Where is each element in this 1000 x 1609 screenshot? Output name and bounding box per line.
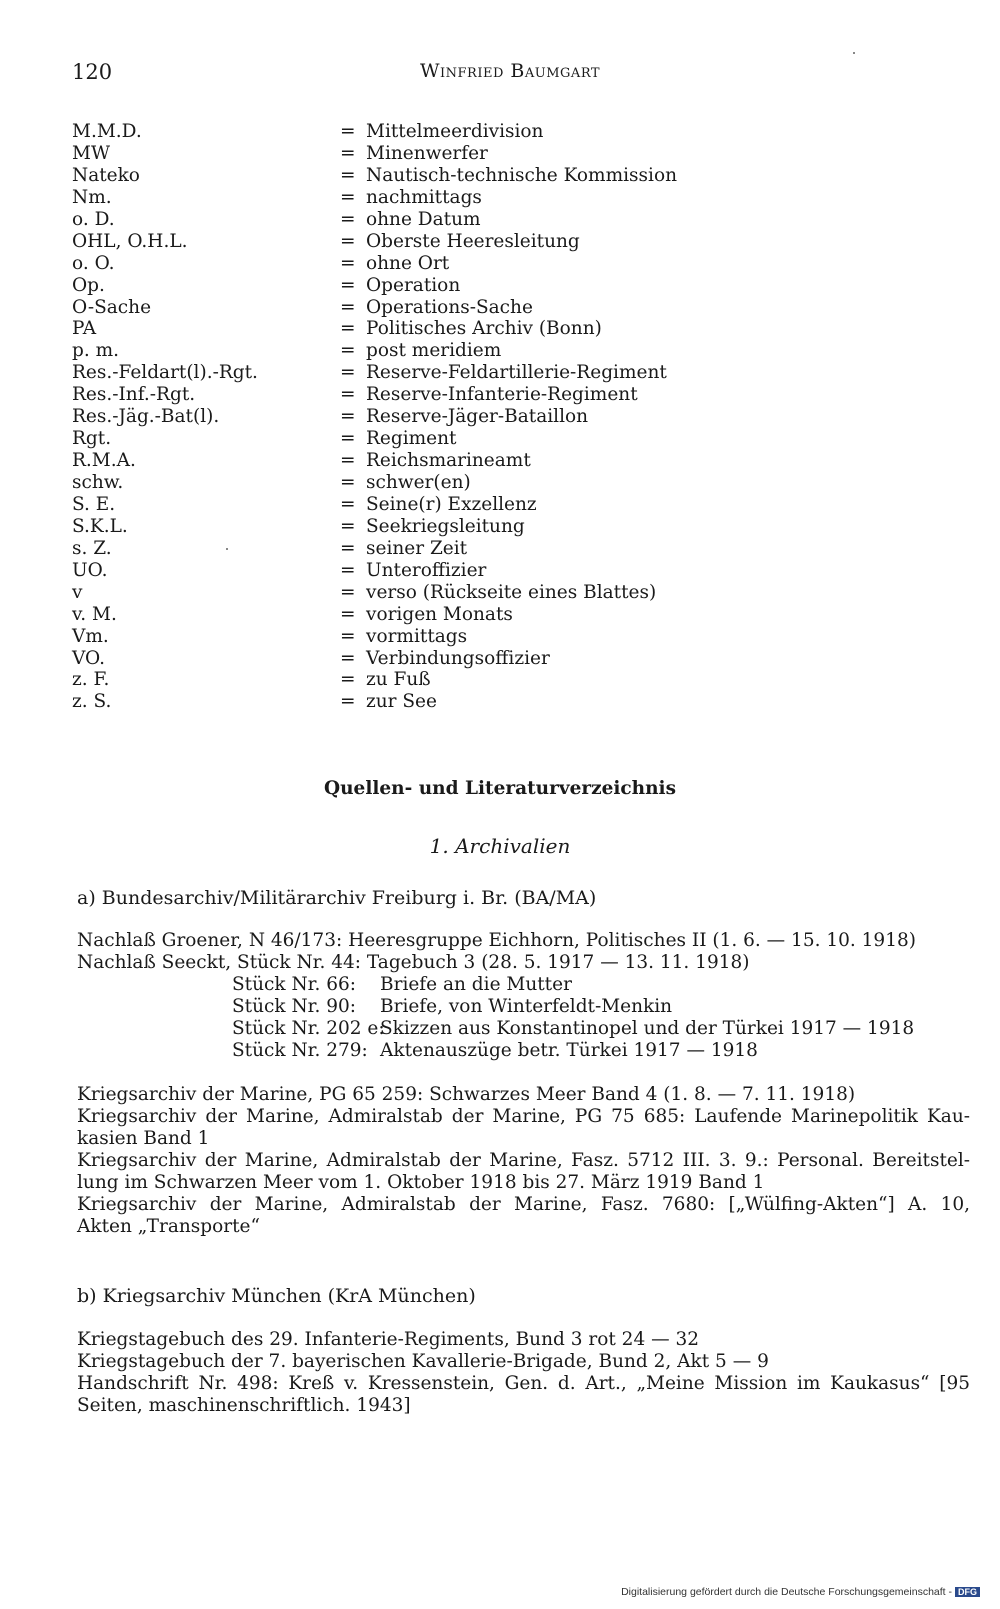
abbreviation-term: Op.: [72, 274, 105, 296]
seeckt-item-label: Stück Nr. 202 e:: [232, 1018, 385, 1039]
abbreviation-meaning: ohne Ort: [366, 252, 450, 274]
kriegsarchiv-entry-3-cont: lung im Schwarzen Meer vom 1. Oktober 1918 bis 27. März 1919 Band 1: [77, 1172, 765, 1193]
abbreviation-meaning: Reserve-Infanterie-Regiment: [366, 384, 638, 406]
abbreviation-meaning: Reserve-Feldartillerie-Regiment: [366, 362, 667, 384]
abbreviation-meaning: Oberste Heeresleitung: [366, 230, 580, 252]
equals-sign: =: [340, 691, 356, 713]
equals-sign: =: [340, 450, 356, 472]
equals-sign: =: [340, 208, 356, 230]
abbreviation-term: Nateko: [72, 164, 140, 186]
abbreviation-meaning: Mittelmeerdivision: [366, 121, 544, 142]
abbreviation-term: S. E.: [72, 493, 116, 515]
seeckt-item-label: Stück Nr. 279:: [232, 1040, 368, 1061]
abbreviation-term: Res.-Inf.-Rgt.: [72, 384, 196, 406]
abbreviation-term: S.K.L.: [72, 515, 128, 537]
abbreviation-term: O-Sache: [72, 296, 152, 318]
seeckt-item: [232, 1040, 758, 1061]
kriegsarchiv-entry-4-cont: Akten „Transporte“: [77, 1216, 260, 1237]
seeckt-entry: Nachlaß Seeckt, Stück Nr. 44: Tagebuch 3 (28. 5. 1917 — 13. 11. 1918): [77, 952, 750, 973]
kriegsarchiv-entry-4: Kriegsarchiv der Marine, Admiralstab der Marine, Fasz. 7680: [„Wülfing-Akten“] A. 10,: [77, 1194, 970, 1215]
abbreviation-meaning: post meridiem: [366, 340, 502, 362]
equals-sign: =: [340, 274, 356, 296]
abbreviation-term: Res.-Jäg.-Bat(l).: [72, 406, 220, 428]
abbreviation-meaning: Regiment: [366, 428, 457, 450]
abbreviation-term: z. S.: [72, 691, 112, 713]
scan-speck: [226, 548, 228, 550]
abbreviation-meaning: Operation: [366, 274, 461, 296]
seeckt-item-label: Stück Nr. 90:: [232, 996, 357, 1017]
equals-sign: =: [340, 625, 356, 647]
dfg-logo: DFG: [955, 1587, 980, 1597]
abbreviation-term: v: [72, 581, 83, 603]
abbreviation-term: p. m.: [72, 340, 120, 362]
abbreviation-term: o. O.: [72, 252, 115, 274]
seeckt-item: [232, 1018, 914, 1039]
abbreviation-meaning: vorigen Monats: [366, 603, 513, 625]
abbreviation-meaning: schwer(en): [366, 472, 471, 493]
seeckt-item: [232, 996, 672, 1017]
footer-text: Digitalisierung gefördert durch die Deutsche Forschungsgemeinschaft -: [621, 1586, 952, 1598]
equals-sign: =: [340, 406, 356, 428]
abbreviation-term: MW: [72, 142, 110, 164]
page-number: 120: [72, 60, 113, 84]
abbreviation-term: s. Z.: [72, 537, 112, 559]
equals-sign: =: [340, 318, 356, 340]
equals-sign: =: [340, 472, 356, 493]
abbreviation-term: VO.: [72, 647, 105, 669]
abbreviation-term: o. D.: [72, 208, 115, 230]
abbreviation-term: UO.: [72, 559, 108, 581]
abbreviation-meaning: Verbindungsoffizier: [366, 647, 550, 669]
seeckt-item-text: Briefe, von Winterfeldt-Menkin: [380, 996, 673, 1017]
abbreviation-term: Vm.: [72, 625, 109, 647]
equals-sign: =: [340, 428, 356, 450]
kra-entry-3-cont: Seiten, maschinenschriftlich. 1943]: [77, 1395, 411, 1416]
archive-b-heading: b) Kriegsarchiv München (KrA München): [77, 1285, 476, 1307]
abbreviation-meaning: Seine(r) Exzellenz: [366, 493, 537, 515]
kra-entry-1: Kriegstagebuch des 29. Infanterie-Regiments, Bund 3 rot 24 — 32: [77, 1329, 700, 1350]
equals-sign: =: [340, 230, 356, 252]
equals-sign: =: [340, 384, 356, 406]
abbreviation-meaning: vormittags: [366, 625, 468, 647]
abbreviation-meaning: Politisches Archiv (Bonn): [366, 318, 602, 340]
seeckt-item-text: Briefe an die Mutter: [380, 974, 572, 995]
kriegsarchiv-entry-3: Kriegsarchiv der Marine, Admiralstab der Marine, Fasz. 5712 III. 3. 9.: Personal. Bereitstel-: [77, 1150, 970, 1171]
abbreviation-meaning: Operations-Sache: [366, 296, 533, 318]
abbreviation-term: v. M.: [72, 603, 117, 625]
kra-entry-2: Kriegstagebuch der 7. bayerischen Kavallerie-Brigade, Bund 2, Akt 5 — 9: [77, 1351, 769, 1372]
equals-sign: =: [340, 603, 356, 625]
abbreviation-term: M.M.D.: [72, 121, 142, 142]
equals-sign: =: [340, 121, 356, 142]
groener-entry: Nachlaß Groener, N 46/173: Heeresgruppe Eichhorn, Politisches II (1. 6. — 15. 10. 1918): [77, 930, 916, 951]
equals-sign: =: [340, 647, 356, 669]
equals-sign: =: [340, 581, 356, 603]
seeckt-item-text: Aktenauszüge betr. Türkei 1917 — 1918: [380, 1040, 758, 1061]
abbreviation-term: R.M.A.: [72, 450, 136, 472]
abbreviation-meaning: verso (Rückseite eines Blattes): [366, 581, 657, 603]
equals-sign: =: [340, 164, 356, 186]
digitization-footer: [621, 1586, 980, 1598]
equals-sign: =: [340, 142, 356, 164]
scan-speck: [853, 52, 855, 54]
abbreviation-meaning: Nautisch-technische Kommission: [366, 164, 678, 186]
abbreviation-meaning: zur See: [366, 691, 437, 713]
abbreviation-meaning: Seekriegsleitung: [366, 515, 525, 537]
abbreviation-term: Nm.: [72, 186, 112, 208]
equals-sign: =: [340, 537, 356, 559]
abbreviation-meaning: nachmittags: [366, 186, 482, 208]
equals-sign: =: [340, 493, 356, 515]
equals-sign: =: [340, 186, 356, 208]
equals-sign: =: [340, 340, 356, 362]
equals-sign: =: [340, 252, 356, 274]
abbreviation-term: Rgt.: [72, 428, 112, 450]
kriegsarchiv-entry-1: Kriegsarchiv der Marine, PG 65 259: Schwarzes Meer Band 4 (1. 8. — 7. 11. 1918): [77, 1084, 856, 1105]
abbreviation-meaning: seiner Zeit: [366, 537, 468, 559]
section-title: Quellen- und Literaturverzeichnis: [323, 778, 676, 799]
abbreviation-meaning: zu Fuß: [366, 669, 431, 691]
archive-a-heading: a) Bundesarchiv/Militärarchiv Freiburg i. Br. (BA/MA): [77, 887, 597, 909]
kra-entry-3: Handschrift Nr. 498: Kreß v. Kressenstein, Gen. d. Art., „Meine Mission im Kaukasus“ [95: [77, 1373, 970, 1394]
abbreviation-meaning: Minenwerfer: [366, 142, 488, 164]
kriegsarchiv-entry-2: Kriegsarchiv der Marine, Admiralstab der Marine, PG 75 685: Laufende Marinepolitik Kau-: [77, 1106, 970, 1127]
abbreviation-meaning: ohne Datum: [366, 208, 481, 230]
seeckt-item-text: Skizzen aus Konstantinopel und der Türkei 1917 — 1918: [380, 1018, 915, 1039]
abbreviation-meaning: Reichsmarineamt: [366, 450, 531, 472]
equals-sign: =: [340, 515, 356, 537]
abbreviation-term: z. F.: [72, 669, 110, 691]
equals-sign: =: [340, 362, 356, 384]
abbreviation-term: schw.: [72, 472, 124, 493]
equals-sign: =: [340, 669, 356, 691]
abbreviation-term: OHL, O.H.L.: [72, 230, 188, 252]
seeckt-item-label: Stück Nr. 66:: [232, 974, 357, 995]
section-subtitle: 1. Archivalien: [429, 834, 571, 858]
abbreviation-meaning: Reserve-Jäger-Bataillon: [366, 406, 589, 428]
equals-sign: =: [340, 559, 356, 581]
seeckt-item: [232, 974, 572, 995]
abbreviation-term: Res.-Feldart(l).-Rgt.: [72, 362, 258, 384]
kriegsarchiv-entry-2-cont: kasien Band 1: [77, 1128, 210, 1149]
abbreviation-meaning: Unteroffizier: [366, 559, 487, 581]
equals-sign: =: [340, 296, 356, 318]
running-head: Winfried Baumgart: [420, 60, 601, 82]
abbreviation-term: PA: [72, 318, 97, 340]
